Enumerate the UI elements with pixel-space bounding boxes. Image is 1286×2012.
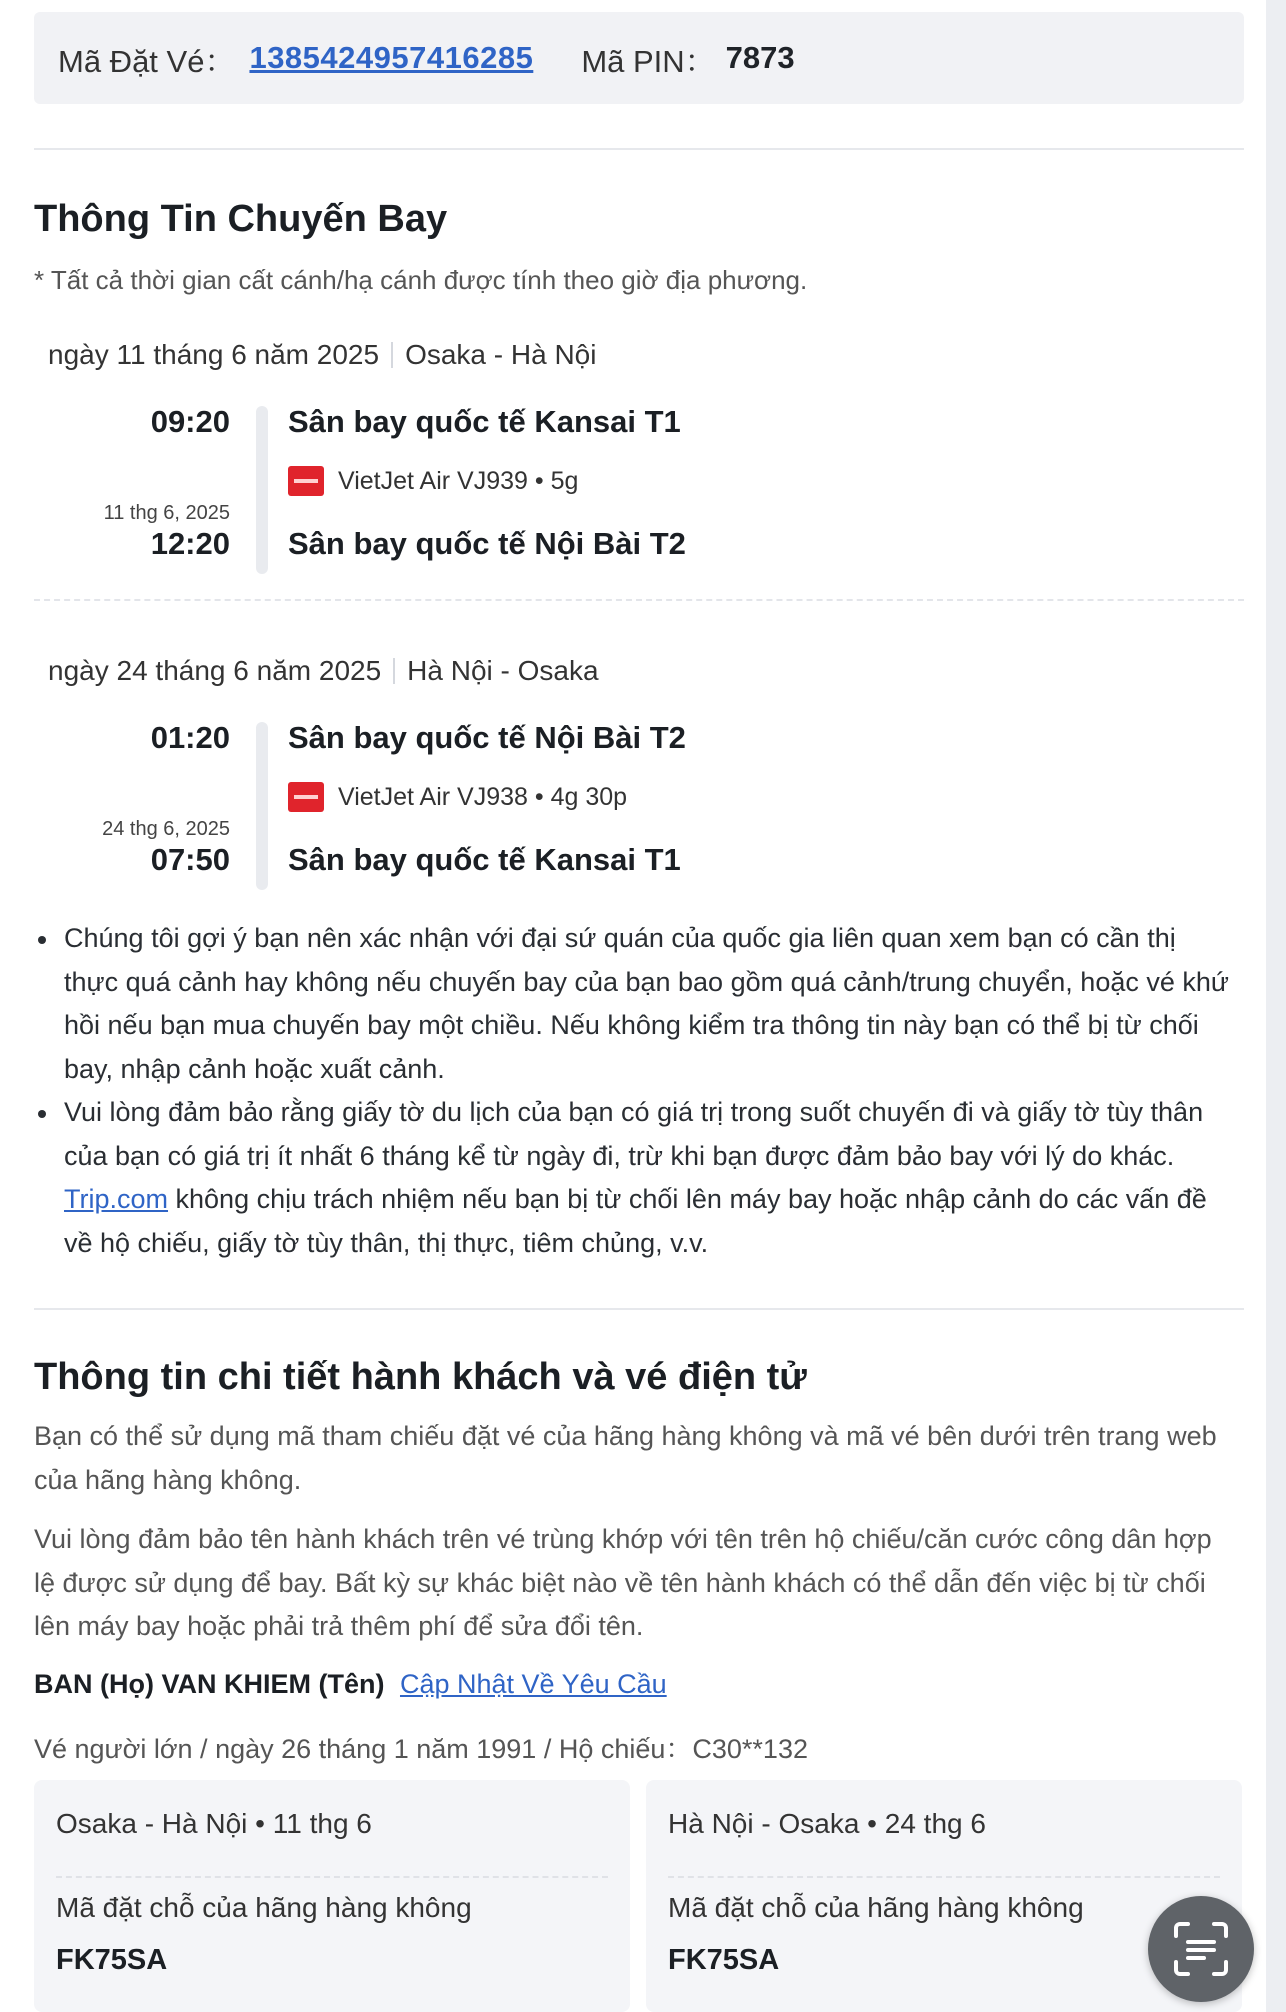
card-route: Osaka - Hà Nội • 11 thg 6 bbox=[56, 1808, 372, 1839]
booking-bar bbox=[34, 12, 1244, 104]
card-pnr: FK75SA bbox=[56, 1944, 168, 1976]
airline-info bbox=[288, 466, 578, 496]
name-match-note: Vui lòng đảm bảo tên hành khách trên vé trùng khớp với tên trên hộ chiếu/căn cước công dân hợp lệ được sử dụng để bay. Bất kỳ sự khác biệt nào về tên hành khách có thể dẫn đến việc bị từ chối lên máy bay hoặc phải trả thêm phí để sửa đổi tên. bbox=[34, 1524, 1212, 1641]
arrival-time: 12:20 bbox=[150, 526, 230, 561]
card-pnr-label: Mã đặt chỗ của hãng hàng không bbox=[668, 1892, 1084, 1923]
separator bbox=[391, 342, 393, 368]
segment-header bbox=[48, 339, 596, 371]
passenger-section-title: Thông tin chi tiết hành khách và vé điện tử bbox=[34, 1356, 807, 1398]
departure-time: 01:20 bbox=[150, 720, 230, 755]
section-divider bbox=[34, 148, 1244, 150]
arrival-date: 11 thg 6, 2025 bbox=[103, 502, 230, 524]
segment-divider bbox=[34, 599, 1244, 601]
segment-date: ngày 24 tháng 6 năm 2025 bbox=[48, 655, 382, 686]
airline-reference-note: Bạn có thể sử dụng mã tham chiếu đặt vé của hãng hàng không và mã vé bên dưới trên trang web của hãng hàng không. bbox=[34, 1421, 1217, 1495]
vietjet-logo-icon bbox=[288, 466, 324, 496]
passenger-name: BAN (Họ) VAN KHIEM (Tên) bbox=[34, 1669, 385, 1699]
departure-airport: Sân bay quốc tế Kansai T1 bbox=[288, 404, 681, 439]
flight-info-title: Thông Tin Chuyến Bay bbox=[34, 198, 448, 240]
notice-text: Chúng tôi gợi ý bạn nên xác nhận với đại sứ quán của quốc gia liên quan xem bạn có cần thị thực quá cảnh hay không nếu chuyến bay của bạn bao gồm quá cảnh/trung chuyển, hoặc vé khứ hồi nếu bạn mua chuyến bay một chiều. Nếu không kiểm tra thông tin này bạn có thể bị từ chối bay, nhập cảnh hoặc xuất cảnh. bbox=[64, 923, 1229, 1084]
booking-code-link[interactable]: 1385424957416285 bbox=[249, 40, 534, 75]
trip-com-link[interactable]: Trip.com bbox=[64, 1184, 169, 1214]
card-pnr: FK75SA bbox=[668, 1944, 780, 1976]
booking-code-label: Mã Đặt Vé： bbox=[58, 43, 236, 79]
arrival-airport: Sân bay quốc tế Nội Bài T2 bbox=[288, 526, 686, 561]
timeline-bar bbox=[256, 406, 268, 574]
card-divider bbox=[668, 1876, 1220, 1878]
airline-flight: VietJet Air VJ939 • 5g bbox=[338, 466, 579, 495]
passenger-name-row bbox=[34, 1669, 667, 1700]
update-request-link[interactable]: Cập Nhật Về Yêu Cầu bbox=[399, 1669, 667, 1699]
flight-segment bbox=[0, 720, 1286, 890]
pnr-card bbox=[646, 1780, 1242, 2012]
pnr-card bbox=[34, 1780, 630, 2012]
travel-notice-list bbox=[34, 917, 1234, 1265]
scroll-gutter bbox=[1266, 0, 1286, 2012]
card-divider bbox=[56, 1876, 608, 1878]
arrival-date: 24 thg 6, 2025 bbox=[102, 818, 230, 840]
segment-date: ngày 11 tháng 6 năm 2025 bbox=[48, 339, 380, 370]
scan-text-icon bbox=[1172, 1920, 1230, 1978]
pin-value: 7873 bbox=[725, 40, 795, 75]
pin-label: Mã PIN： bbox=[581, 43, 716, 79]
local-time-note: * Tất cả thời gian cất cánh/hạ cánh được tính theo giờ địa phương. bbox=[34, 265, 808, 295]
departure-time: 09:20 bbox=[150, 404, 230, 439]
arrival-airport: Sân bay quốc tế Kansai T1 bbox=[288, 842, 681, 877]
notice-text: không chịu trách nhiệm nếu bạn bị từ chối lên máy bay hoặc nhập cảnh do các vấn đề về hộ chiếu, giấy tờ tùy thân, thị thực, tiêm chủng, v.v. bbox=[64, 1184, 1207, 1258]
segment-header bbox=[48, 655, 599, 687]
flight-segment bbox=[0, 404, 1286, 574]
arrival-time: 07:50 bbox=[150, 842, 230, 877]
notice-item bbox=[34, 1091, 1234, 1265]
vietjet-logo-icon bbox=[288, 782, 324, 812]
notice-text: Vui lòng đảm bảo rằng giấy tờ du lịch của bạn có giá trị trong suốt chuyến đi và giấy tờ tùy thân của bạn có giá trị ít nhất 6 tháng kể từ ngày đi, trừ khi bạn được đảm bảo bay với lý do khác. bbox=[64, 1097, 1204, 1171]
scan-text-button[interactable] bbox=[1148, 1896, 1254, 2002]
airline-info bbox=[288, 782, 627, 812]
notice-item bbox=[34, 917, 1234, 1091]
airline-flight: VietJet Air VJ938 • 4g 30p bbox=[338, 782, 628, 811]
segment-route: Hà Nội - Osaka bbox=[407, 655, 599, 686]
section-divider bbox=[34, 1308, 1244, 1310]
separator bbox=[393, 658, 395, 684]
segment-route: Osaka - Hà Nội bbox=[405, 339, 597, 370]
passenger-details: Vé người lớn / ngày 26 tháng 1 năm 1991 / Hộ chiếu：C30**132 bbox=[34, 1734, 808, 1764]
timeline-bar bbox=[256, 722, 268, 890]
card-pnr-label: Mã đặt chỗ của hãng hàng không bbox=[56, 1892, 472, 1923]
card-route: Hà Nội - Osaka • 24 thg 6 bbox=[668, 1808, 986, 1839]
departure-airport: Sân bay quốc tế Nội Bài T2 bbox=[288, 720, 686, 755]
